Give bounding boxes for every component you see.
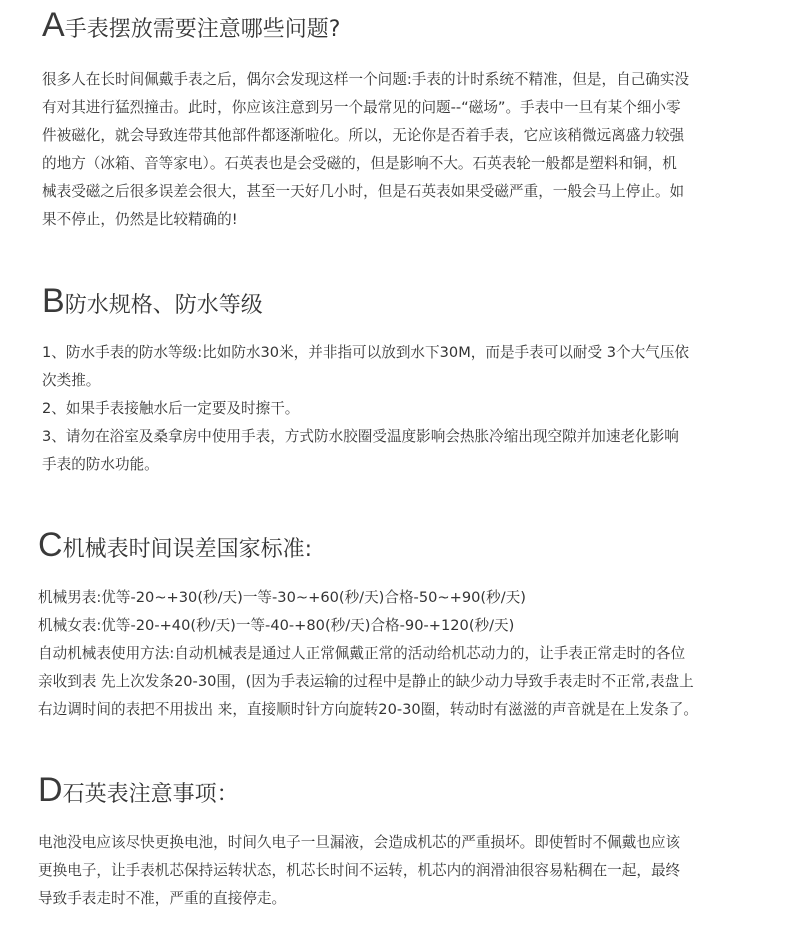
section-a-letter: A	[42, 6, 65, 44]
paragraph-line: 的地方（冰箱、音等家电）。石英表也是会受磁的，但是影响不大。石英表轮一般都是塑料和铜，机	[42, 155, 677, 172]
section-b-heading	[42, 284, 263, 323]
section-d-paragraph	[38, 829, 680, 913]
paragraph-line: 1、防水手表的防水等级:比如防水30米，并非指可以放到水下30M，而是手表可以耐受 3个大气压依	[42, 344, 690, 361]
paragraph-line: 右边调时间的表把不用拔出 来，直接顺时针方向旋转20-30圈，转动时有滋滋的声音就是在上发条了。	[38, 701, 698, 718]
paragraph-line: 3、请勿在浴室及桑拿房中使用手表，方式防水胶圈受温度影响会热胀冷缩出现空隙并加速老化影响	[42, 428, 679, 445]
section-c-title: 机械表时间误差国家标准:	[62, 537, 312, 562]
paragraph-line: 械表受磁之后很多误差会很大，甚至一天好几小时，但是石英表如果受磁严重，一般会马上停止。如	[42, 183, 685, 200]
paragraph-line: 果不停止，仍然是比较精确的!	[42, 211, 238, 228]
section-d-title: 石英表注意事项：	[62, 782, 239, 807]
section-a-heading	[42, 8, 340, 47]
paragraph-line: 更换电子，让手表机芯保持运转状态，机芯长时间不运转，机芯内的润滑油很容易粘稠在一起，最终	[38, 862, 681, 879]
section-a-title: 手表摆放需要注意哪些问题?	[64, 17, 341, 42]
paragraph-line: 件被磁化，就会导致连带其他部件都逐渐啦化。所以，无论你是否着手表，它应该稍微远离盛力较强	[42, 127, 685, 144]
section-a-paragraph	[42, 66, 689, 234]
paragraph-line: 很多人在长时间佩戴手表之后，偶尔会发现这样一个问题:手表的计时系统不精准，但是，自己确实没	[42, 71, 690, 88]
paragraph-line: 电池没电应该尽快更换电池，时间久电子一旦漏液，会造成机芯的严重损坏。即使暂时不佩戴也应该	[38, 834, 681, 851]
section-b-paragraph	[42, 339, 689, 479]
paragraph-line: 自动机械表使用方法:自动机械表是通过人正常佩戴正常的活动给机芯动力的，让手表正常走时的各位	[38, 645, 686, 662]
paragraph-line: 机械女表:优等-20-+40(秒/天)一等-40-+80(秒/天)合格-90-+120(秒/天)	[38, 617, 515, 634]
paragraph-line: 手表的防水功能。	[42, 456, 159, 473]
section-d-letter: D	[38, 771, 63, 809]
paragraph-line: 2、如果手表接触水后一定要及时擦干。	[42, 400, 300, 417]
paragraph-line: 亲收到表 先上次发条20-30围，(因为手表运输的过程中是静止的缺少动力导致手表走时不正常,表盘上	[38, 673, 694, 690]
section-d-heading	[38, 773, 239, 812]
paragraph-line: 机械男表:优等-20~+30(秒/天)一等-30~+60(秒/天)合格-50~+90(秒/天)	[38, 589, 526, 606]
paragraph-line: 有对其进行猛烈撞击。此时，你应该注意到另一个最常见的问题--“磁场”。手表中一旦有某个细小零	[42, 99, 681, 116]
paragraph-line: 次类推。	[42, 372, 101, 389]
section-c-paragraph	[38, 584, 698, 724]
section-b-letter: B	[42, 282, 65, 320]
section-b-title: 防水规格、防水等级	[64, 293, 263, 318]
section-c-letter: C	[38, 526, 63, 564]
paragraph-line: 导致手表走时不准，严重的直接停走。	[38, 890, 287, 907]
section-c-heading	[38, 528, 312, 567]
